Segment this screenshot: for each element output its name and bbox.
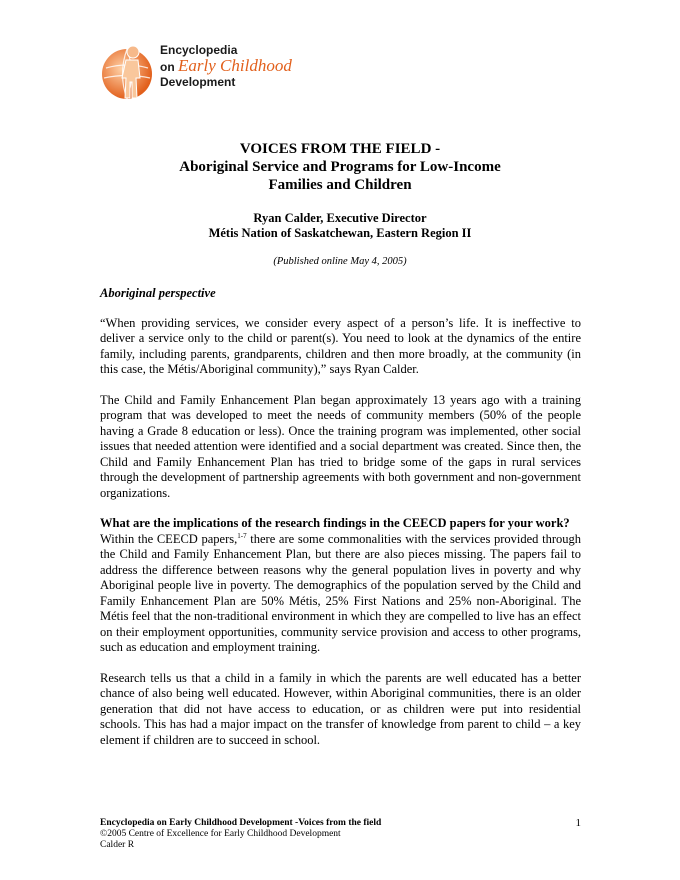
logo-line-1: Encyclopedia	[160, 43, 238, 57]
citation-superscript: 1-7	[237, 531, 247, 540]
footer-line-1: Encyclopedia on Early Childhood Development -Voices from the field	[100, 818, 382, 828]
logo-brand: Early Childhood	[178, 56, 292, 75]
logo-line-3: Development	[160, 75, 236, 89]
title-line-1: VOICES FROM THE FIELD -	[239, 141, 441, 157]
encyclopedia-logo	[100, 40, 300, 108]
question-heading: What are the implications of the research findings in the CEECD papers for your work?	[100, 516, 570, 530]
footer-line-2: ©2005 Centre of Excellence for Early Childhood Development	[100, 829, 341, 839]
paragraph-3-start: Within the CEECD papers,	[100, 531, 238, 546]
paragraph-1: “When providing services, we consider every aspect of a person’s life. It is ineffective to deliver a service only to the child or parent(s). You need to look at the dynamics of the entire family, including parents, grandparents, children and then more broadly, at the community (in this case, the Métis/Aboriginal community),” says Ryan Calder.	[100, 315, 581, 376]
author-block	[0, 211, 680, 241]
title-line-2: Aboriginal Service and Programs for Low-Income	[179, 159, 501, 175]
publication-date: (Published online May 4, 2005)	[273, 256, 407, 267]
title-line-3: Families and Children	[268, 177, 412, 193]
section-heading: Aboriginal perspective	[100, 286, 216, 300]
article-body	[100, 286, 581, 763]
paragraph-3-rest: there are some commonalities with the services provided through the Child and Family Enhancement Plan, but there are also pieces missing. The papers fail to address the difference between reasons why the general population lives in poverty and why Aboriginal people live in poverty. The demographics of the population served by the Child and Family Enhancement Plan are 50% Métis, 25% First Nations and 25% non-Aboriginal. The Métis feel that the non-traditional environment in which they are compelled to live has an effect on their employment opportunities, community service provision and access to other programs, such as education and employment training.	[100, 531, 581, 654]
logo-text	[160, 43, 292, 90]
logo-line-2	[160, 58, 292, 75]
logo-line-2-prefix: on	[160, 60, 175, 74]
child-globe-icon	[100, 40, 158, 106]
article-title	[0, 140, 680, 194]
footer-line-3: Calder R	[100, 840, 135, 850]
page-number: 1	[575, 817, 581, 829]
author-affiliation: Métis Nation of Saskatchewan, Eastern Region II	[208, 226, 472, 240]
author-name: Ryan Calder, Executive Director	[253, 211, 427, 225]
page-footer	[100, 818, 581, 851]
paragraph-3	[100, 532, 581, 656]
paragraph-4: Research tells us that a child in a family in which the parents are well educated has a better chance of also being well educated. However, within Aboriginal communities, there is an older generation that did not have access to education, or as children were put into residential schools. This has had a major impact on the transfer of knowledge from parent to child – a key element if children are to succeed in school.	[100, 670, 581, 747]
paragraph-2: The Child and Family Enhancement Plan began approximately 13 years ago with a training program that was developed to meet the needs of community members (50% of the people having a Grade 8 education or less). Once the training program was implemented, other social issues that needed attention were identified and a social department was created. Since then, the Child and Family Enhancement Plan has tried to bridge some of the gaps in rural services through the development of partnership agreements with both government and non-government organizations.	[100, 392, 581, 500]
